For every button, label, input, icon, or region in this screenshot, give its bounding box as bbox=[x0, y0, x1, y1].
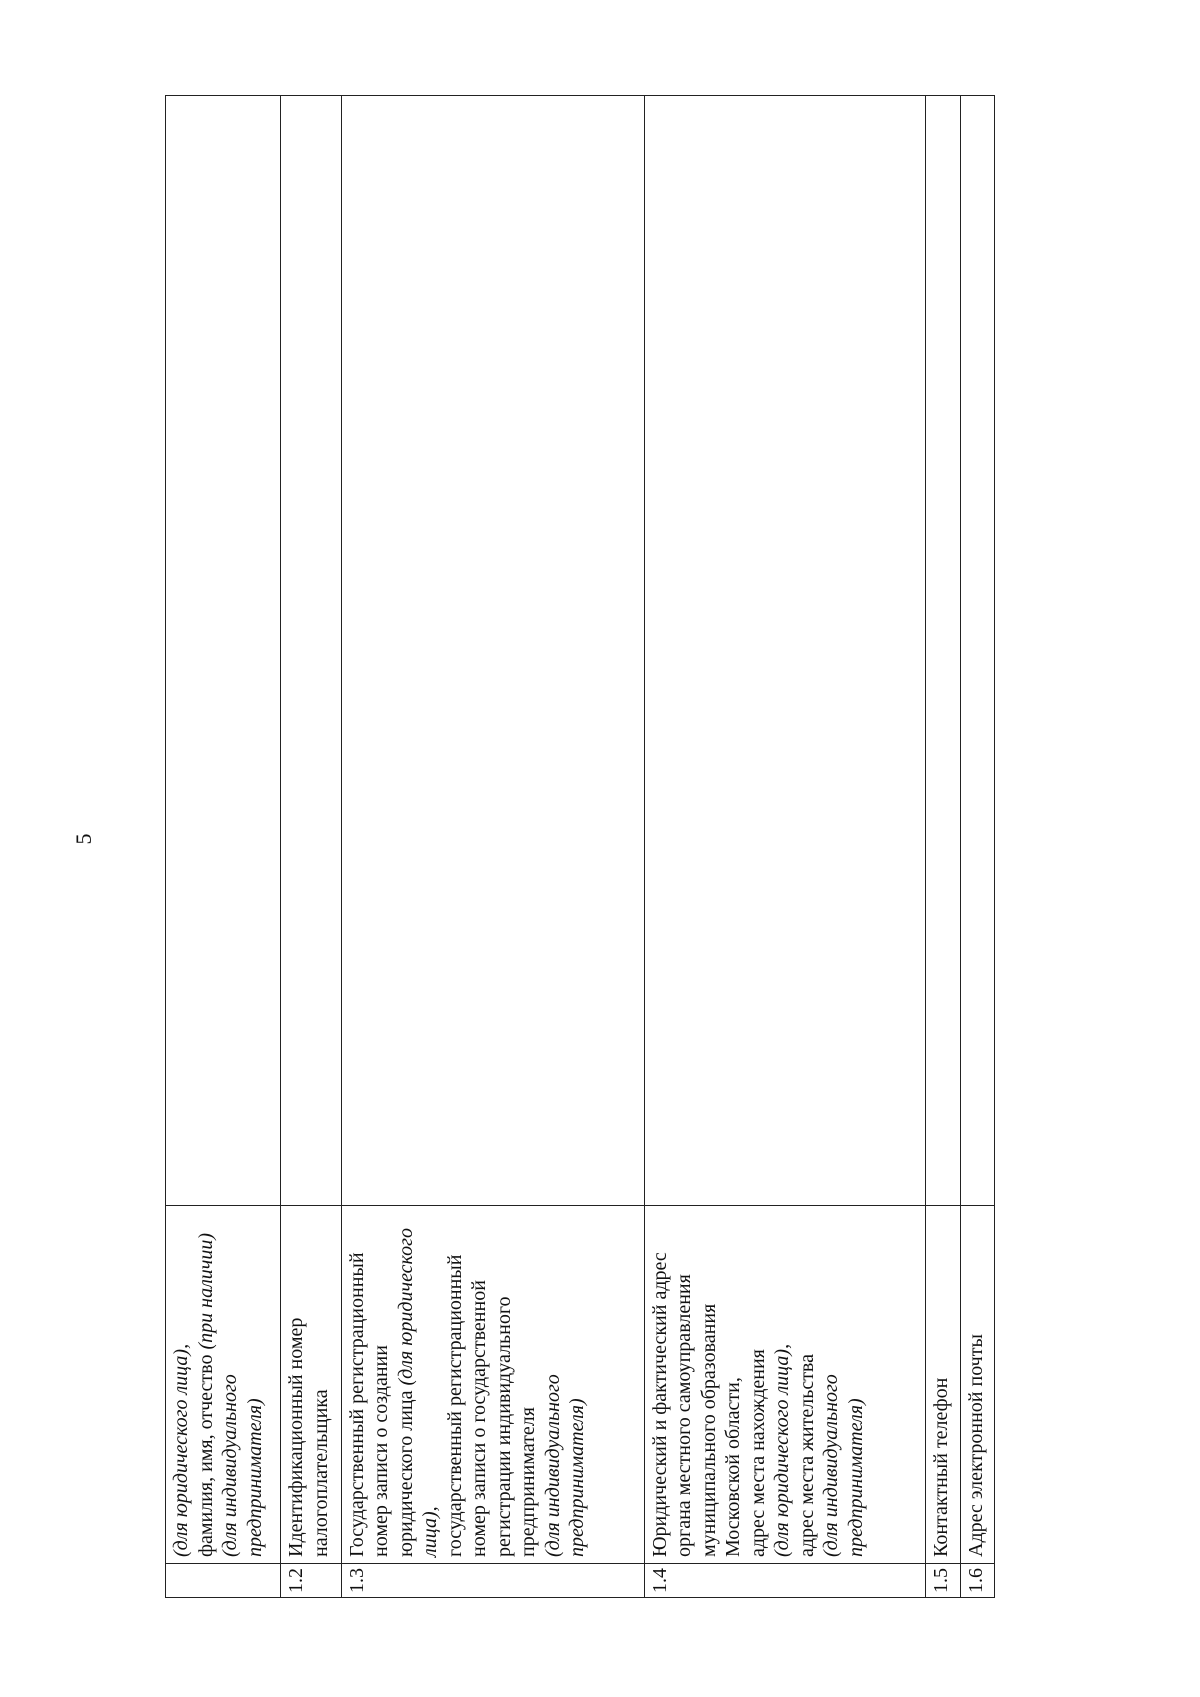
label-line bbox=[929, 1212, 954, 1557]
label-line bbox=[648, 1212, 673, 1557]
row-number: 1.4 bbox=[644, 1564, 925, 1598]
row-number: 1.2 bbox=[281, 1564, 341, 1598]
field-value-cell[interactable] bbox=[925, 96, 960, 1206]
label-text: Идентификационный номер bbox=[285, 1317, 308, 1557]
label-text: налогоплательщика bbox=[309, 1389, 332, 1557]
label-line bbox=[394, 1212, 419, 1557]
label-note-italic: (для юридического лица) bbox=[771, 1348, 794, 1557]
label-text: Государственный регистрационный bbox=[345, 1252, 368, 1557]
label-line bbox=[516, 1212, 541, 1557]
field-value-cell[interactable] bbox=[960, 96, 994, 1206]
table-row bbox=[281, 96, 341, 1598]
row-number: 1.6 bbox=[960, 1564, 994, 1598]
table-row bbox=[644, 96, 925, 1598]
field-value-cell[interactable] bbox=[166, 96, 281, 1206]
label-line bbox=[672, 1212, 697, 1557]
field-label bbox=[281, 1206, 341, 1564]
label-text: муниципального образования bbox=[697, 1303, 720, 1557]
label-note-italic: лица), bbox=[419, 1506, 442, 1557]
label-line bbox=[541, 1212, 566, 1557]
label-text: фамилия, имя, отчество bbox=[194, 1349, 217, 1557]
row-number: 1.5 bbox=[925, 1564, 960, 1598]
table-row bbox=[960, 96, 994, 1598]
label-note-italic: предпринимателя) bbox=[243, 1398, 266, 1557]
label-note-italic: (для индивидуального bbox=[219, 1374, 241, 1557]
label-line bbox=[721, 1212, 746, 1557]
label-text: Московской области, bbox=[722, 1377, 745, 1557]
label-line bbox=[243, 1212, 268, 1557]
field-value-cell[interactable] bbox=[644, 96, 925, 1206]
label-line bbox=[345, 1212, 370, 1557]
label-text: государственный регистрационный bbox=[443, 1254, 466, 1557]
label-note-italic: предпринимателя) bbox=[566, 1398, 589, 1557]
label-line bbox=[194, 1212, 219, 1557]
field-label bbox=[644, 1206, 925, 1564]
label-line bbox=[467, 1212, 492, 1557]
table-row bbox=[166, 96, 281, 1598]
label-text: Юридический и фактический адрес bbox=[648, 1252, 671, 1557]
rotated-table-wrapper bbox=[165, 96, 995, 1598]
field-label bbox=[166, 1206, 281, 1564]
label-line bbox=[284, 1212, 309, 1557]
label-line bbox=[218, 1212, 243, 1557]
applicant-info-table bbox=[165, 95, 995, 1598]
label-text: органа местного самоуправления bbox=[673, 1274, 696, 1557]
label-line bbox=[418, 1212, 443, 1557]
label-text: номер записи о государственной bbox=[468, 1280, 491, 1557]
label-line bbox=[795, 1212, 820, 1557]
row-number: 1.3 bbox=[341, 1564, 644, 1598]
label-line bbox=[770, 1212, 795, 1557]
label-note-italic: (для юридического bbox=[394, 1228, 417, 1386]
label-line bbox=[565, 1212, 590, 1557]
label-text: номер записи о создании bbox=[370, 1345, 393, 1557]
label-line bbox=[443, 1212, 468, 1557]
label-text: юридического лица bbox=[394, 1385, 417, 1557]
row-number bbox=[166, 1564, 281, 1598]
label-line bbox=[964, 1212, 989, 1557]
label-text: адрес места жительства bbox=[795, 1354, 818, 1557]
label-line bbox=[492, 1212, 517, 1557]
label-note-italic: предпринимателя) bbox=[844, 1398, 867, 1557]
field-value-cell[interactable] bbox=[341, 96, 644, 1206]
label-note-italic: (для индивидуального bbox=[541, 1374, 564, 1557]
label-note-italic: (при наличии) bbox=[194, 1233, 217, 1350]
label-note-italic: (для юридического лица), bbox=[170, 1343, 192, 1557]
label-text: Контактный телефон bbox=[929, 1377, 952, 1557]
label-note-italic: (для индивидуального bbox=[820, 1374, 843, 1557]
label-text: предпринимателя bbox=[517, 1407, 540, 1557]
label-text: адрес места нахождения bbox=[746, 1349, 769, 1557]
label-line bbox=[746, 1212, 771, 1557]
label-text: регистрации индивидуального bbox=[492, 1296, 515, 1557]
field-label bbox=[341, 1206, 644, 1564]
label-line bbox=[169, 1212, 194, 1557]
table-row bbox=[341, 96, 644, 1598]
page-number: 5 bbox=[71, 833, 96, 845]
label-line bbox=[697, 1212, 722, 1557]
label-line bbox=[819, 1212, 844, 1557]
label-text: Адрес электронной почты bbox=[964, 1334, 987, 1557]
label-line bbox=[309, 1212, 334, 1557]
label-line bbox=[844, 1212, 869, 1557]
table-row bbox=[925, 96, 960, 1598]
label-line bbox=[369, 1212, 394, 1557]
field-label bbox=[925, 1206, 960, 1564]
label-text: , bbox=[771, 1343, 794, 1349]
field-label bbox=[960, 1206, 994, 1564]
field-value-cell[interactable] bbox=[281, 96, 341, 1206]
